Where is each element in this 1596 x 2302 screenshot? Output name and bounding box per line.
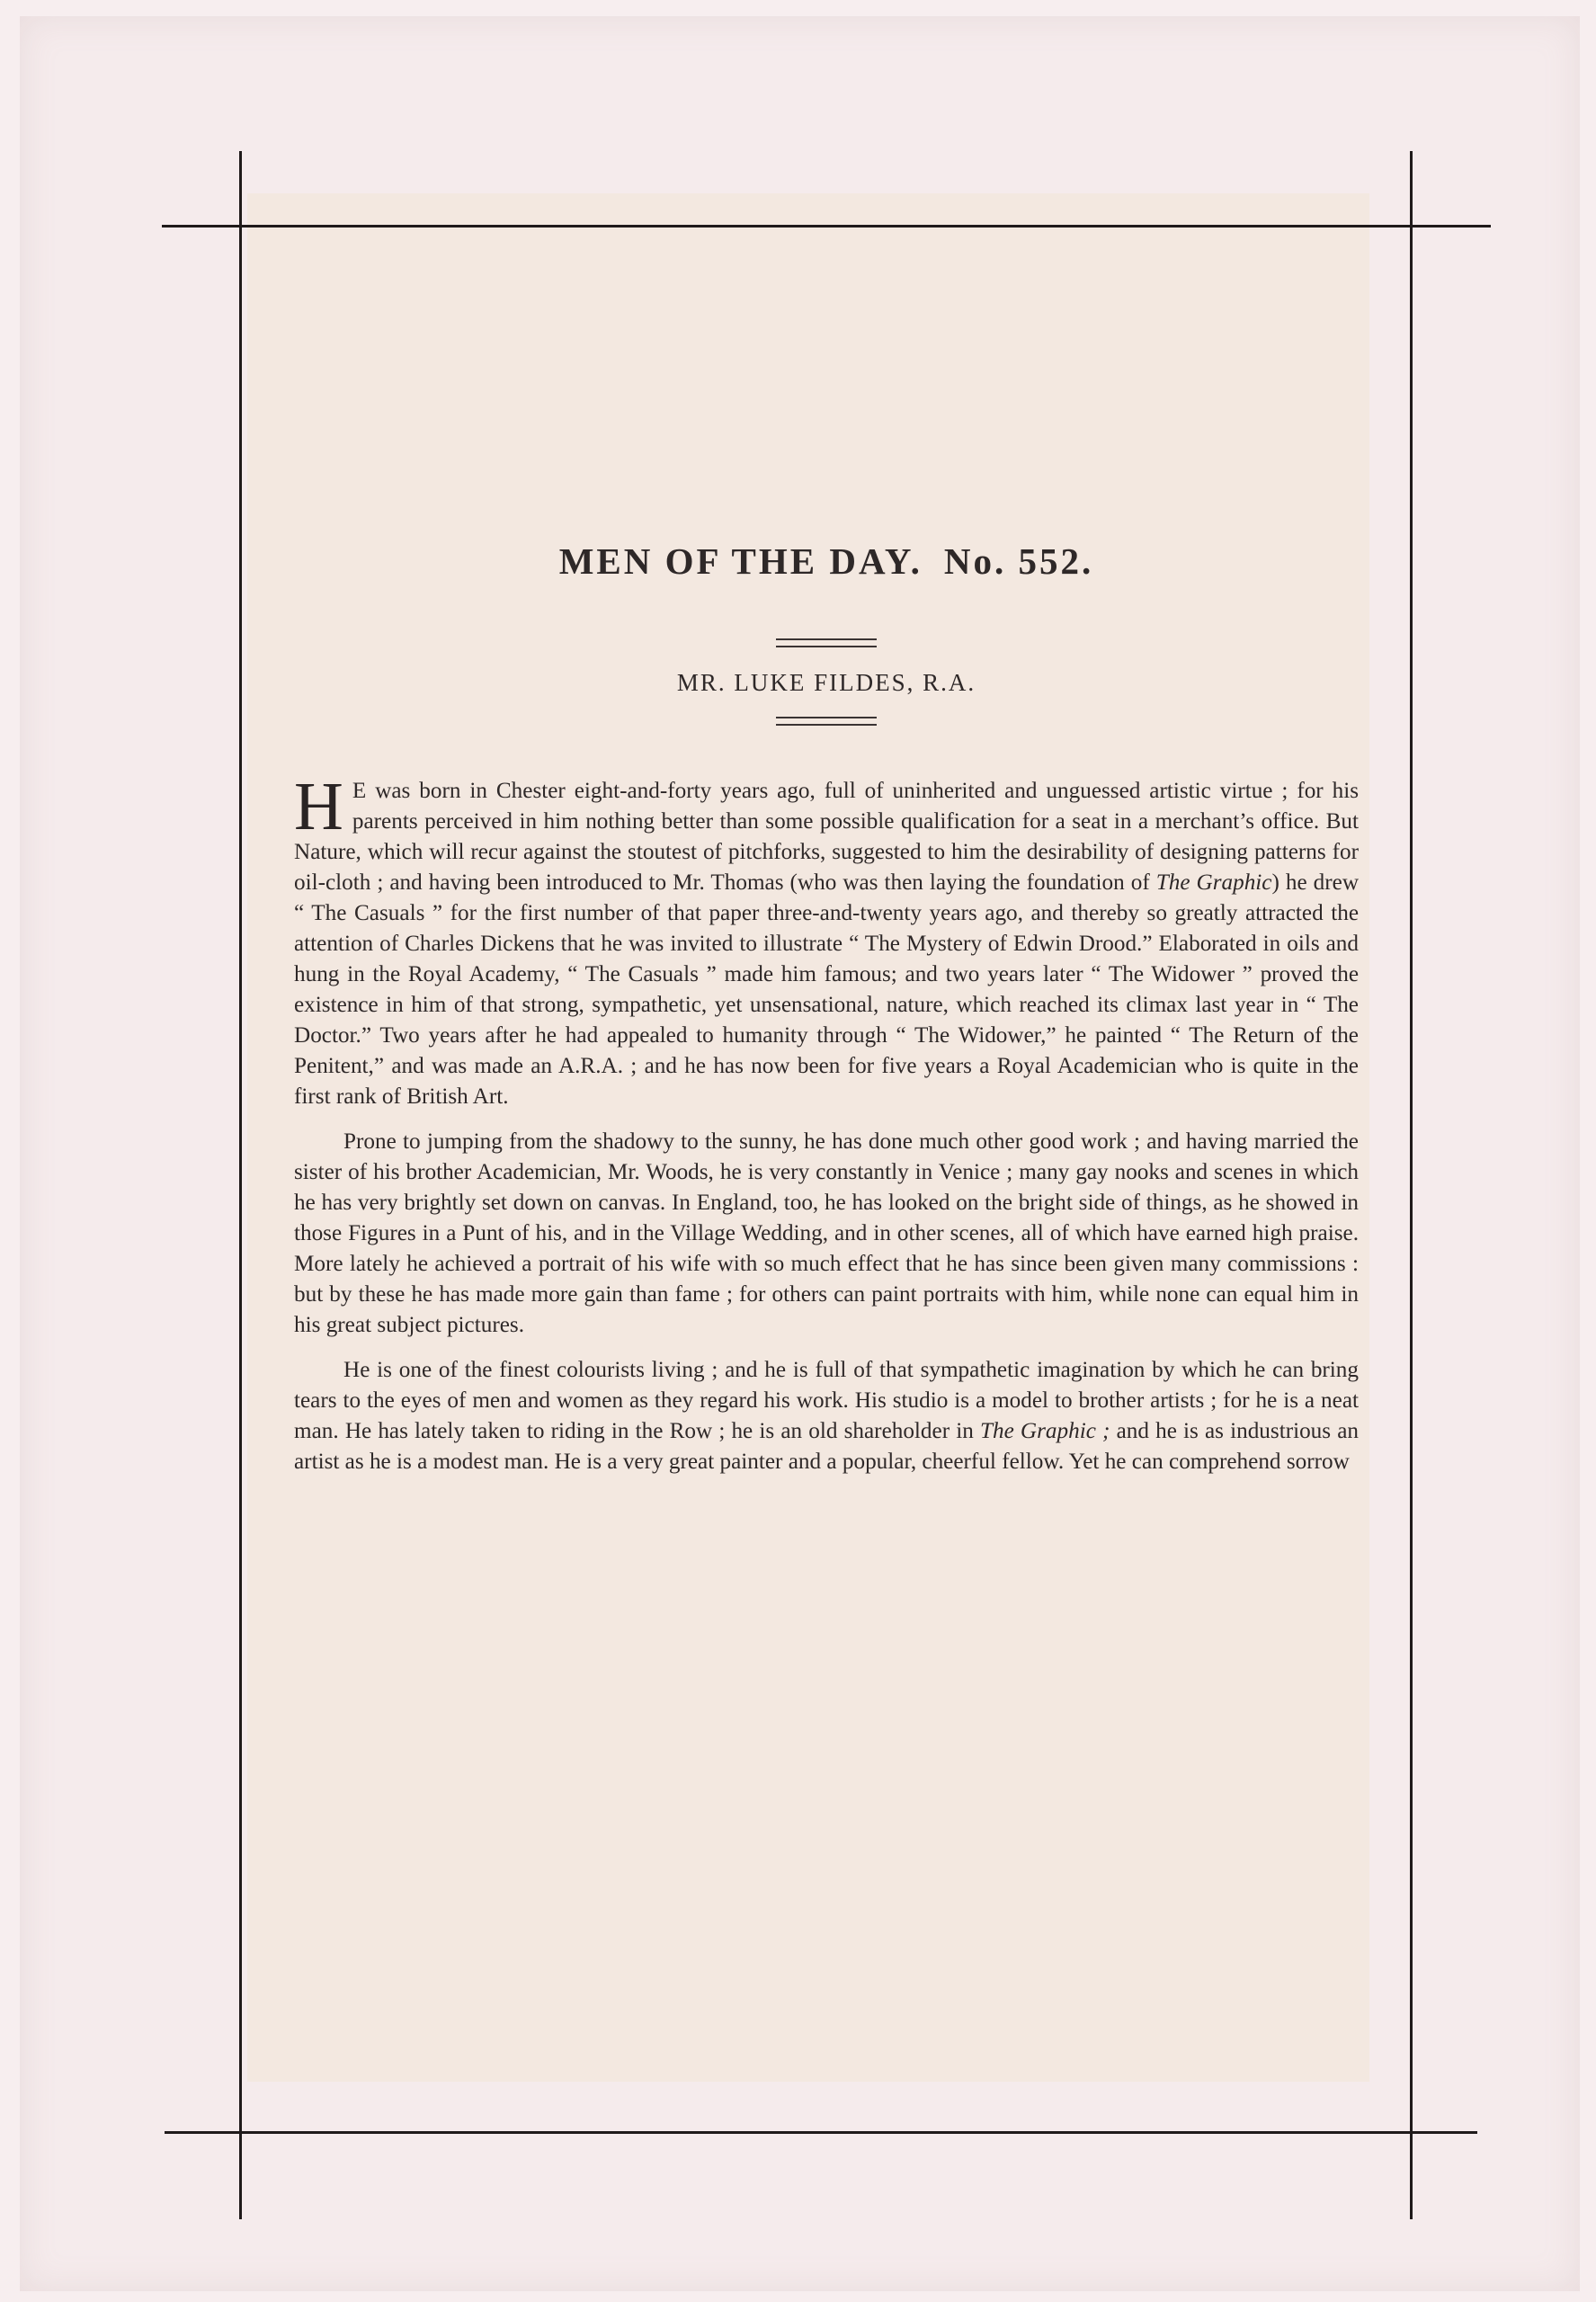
p1-italic-title: The Graphic (1155, 870, 1272, 895)
masthead (294, 540, 1359, 583)
double-rule-bottom (776, 717, 877, 726)
series-title: MEN OF THE DAY. (558, 540, 923, 582)
p3-part-b: and he is as industrious an artist as he is a modest man. He is a very great painter and a popular, cheerful fellow. Yet he can comprehend sorrow (294, 1419, 1359, 1474)
article-body (294, 769, 1360, 1477)
double-rule-top (776, 638, 877, 647)
p3-italic-title: The Graphic ; (980, 1419, 1110, 1443)
paragraph-2: Prone to jumping from the shadowy to the sunny, he has done much other good work ; and having married the sister of his brother Academician, Mr. Woods, he is very constantly in Venice ; many gay nooks and scenes in which he has very brightly set down on canvas. In England, too, he has looked on the bright side of things, as he showed in those Figures in a Punt of his, and in the Village Wedding, and in other scenes, all of which have earned high praise. More lately he achieved a portrait of his wife with so much effect that he has since been given many commissions : but by these he has made more gain than fame ; for others can paint portraits with him, while none can equal him in his great subject pictures. (294, 1129, 1359, 1337)
p1-part-b: ) he drew “ The Casuals ” for the first number of that paper three-and-twenty years ago, and thereby so greatly attracted the attention of Charles Dickens that he was invited to illustrate “ The Mystery of Edwin Drood.” Elaborated in oils and hung in the Royal Academy, “ The Casuals ” made him famous; and two years later “ The Widower ” proved the existence in him of that strong, sympathetic, yet unsensational, nature, which reached its climax last year in “ The Doctor.” Two years after he had appealed to humanity through “ The Widower,” he painted “ The Return of the Penitent,” and was made an A.R.A. ; and he has now been for five years a Royal Academician who is quite in the first rank of British Art. (294, 870, 1360, 1109)
article-content (294, 540, 1359, 1492)
frame-right-rule (1410, 151, 1413, 2219)
p3-part-a: He is one of the finest colourists living ; and he is full of that sympathetic imagination by which he can bring tears to the eyes of men and women as they regard his work. His studio is a model to brother artists ; for he is a neat man. He has lately taken to riding in the Row ; he is an old shareholder in (294, 1358, 1359, 1443)
p1-part-a: E was born in Chester eight-and-forty years ago, full of uninherited and unguessed artistic virtue ; for his parents perceived in him nothing better than some possible qualification for a seat in a merchant’s office. But Nature, which will recur against the stoutest of pitchforks, suggested to him the desirability of designing patterns for oil-cloth ; and having been introduced to Mr. Thomas (who was then laying the foundation of (294, 779, 1359, 895)
frame-bottom-rule (165, 2131, 1477, 2134)
paragraph-3 (294, 1355, 1359, 1477)
issue-number: No. 552. (943, 540, 1094, 582)
frame-top-rule (162, 225, 1491, 228)
paragraph-1 (294, 769, 1360, 1112)
frame-left-rule (239, 151, 242, 2219)
drop-cap: H (294, 769, 343, 844)
subject-name: MR. LUKE FILDES, R.A. (676, 669, 976, 696)
